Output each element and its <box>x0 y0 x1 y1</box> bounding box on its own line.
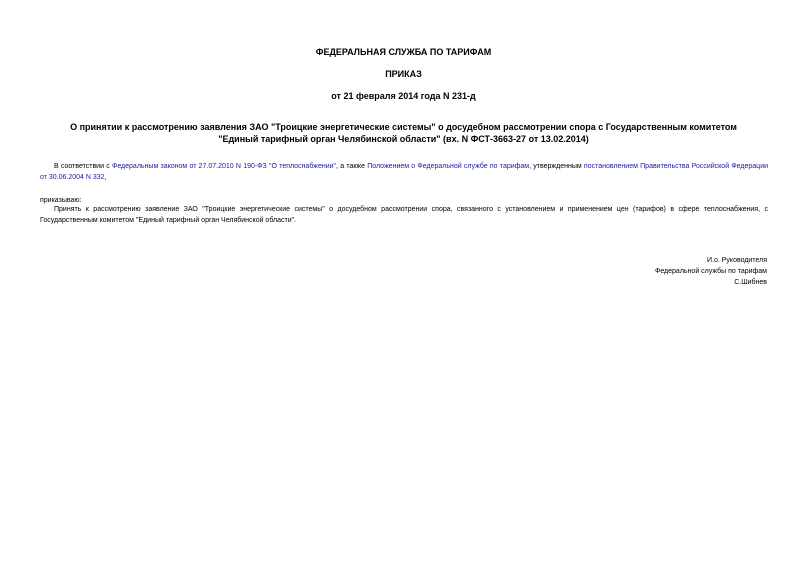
document-title: О принятии к рассмотрению заявления ЗАО "Троицкие энергетические системы" о досудебном рассмотрении спора с Государственным комитетом "Единый тарифный орган Челябинской области" (вх. N ФСТ-3663-27 от 13.02.2014) <box>70 122 737 144</box>
order-paragraph: Принять к рассмотрению заявление ЗАО "Троицкие энергетические системы" о досудебном рассмотрении спора, связанного с установлением и применением цен (тарифов) в сфере теплоснабжения, с Государственным комитетом "Единый тарифный орган Челябинской области". <box>40 206 768 224</box>
signature-position: И.о. Руководителя <box>707 257 767 264</box>
preamble-paragraph <box>40 161 768 183</box>
signature-organization: Федеральной службы по тарифам <box>655 268 767 275</box>
preamble-text-2: , а также <box>336 163 368 170</box>
government-decree-link[interactable]: постановлением Правительства Российской Федерации от 30.06.2004 N 332 <box>40 163 769 181</box>
federal-law-link[interactable]: Федеральным законом от 27.07.2010 N 190-ФЗ "О теплоснабжении" <box>112 163 337 170</box>
document-type: ПРИКАЗ <box>385 69 422 79</box>
signature-name: С.Шибнев <box>734 279 767 286</box>
order-word: приказываю: <box>40 197 82 204</box>
agency-heading: ФЕДЕРАЛЬНАЯ СЛУЖБА ПО ТАРИФАМ <box>315 47 492 57</box>
preamble-text-3: , утвержденным <box>529 163 584 170</box>
preamble-text-4: , <box>104 174 107 181</box>
fst-regulation-link[interactable]: Положением о Федеральной службе по тарифам <box>367 163 530 170</box>
document-date: от 21 февраля 2014 года N 231-д <box>331 91 476 101</box>
preamble-text-1: В соответствии с <box>54 163 112 170</box>
